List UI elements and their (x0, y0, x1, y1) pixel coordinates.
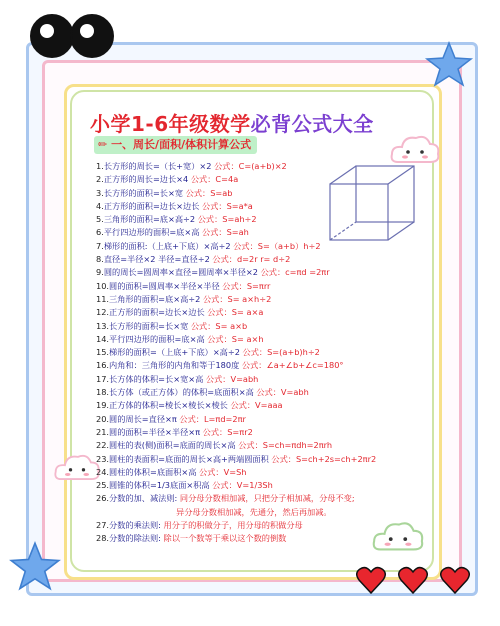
list-item: 19.正方体的体积=棱长×棱长×棱长 公式：V=aaa (96, 400, 283, 411)
list-item: 5.三角形的面积=底×高÷2 公式：S=ah÷2 (96, 214, 257, 225)
star-icon (424, 40, 474, 90)
heart-icon (398, 566, 428, 594)
cloud-icon (52, 448, 102, 488)
list-item: 8.直径=半径×2 半径=直径÷2 公式：d=2r r= d÷2 (96, 254, 291, 265)
list-item: 23.圆柱的表面积=底面的周长×高+两端圆面积 公式：S=ch+2s=ch+2πr2 (96, 453, 377, 464)
list-item: 16.内角和：三角形的内角和等于180度 公式：∠a+∠b+∠c=180° (96, 360, 344, 371)
list-item: 26.分数的加、减法则: 同分母分数相加减，只把分子相加减，分母不变; (96, 493, 355, 504)
list-item: 3.长方形的面积=长×宽 公式：S=ab (96, 187, 233, 198)
list-item: 25.圆锥的体积=1/3底面×积高 公式：V=1/3Sh (96, 480, 273, 491)
list-item: 11.三角形的面积=底×高÷2 公式：S= a×h÷2 (96, 293, 272, 304)
list-item: 21.圆的面积=半径×半径×π 公式：S=πr2 (96, 426, 253, 437)
cartoon-eye-left-icon (30, 14, 74, 58)
page-title: 小学1-6年级数学必背公式大全 (90, 112, 374, 136)
list-item: 2.正方形的周长=边长×4 公式：C=4a (96, 174, 239, 185)
list-item: 15.梯形的面积=（上底+下底）×高÷2 公式：S=(a+b)h÷2 (96, 347, 320, 358)
list-item: 6.平行四边形的面积=底×高 公式：S=ah (96, 227, 249, 238)
list-item: 20.圆的周长=直径×π 公式：L=πd=2πr (96, 413, 246, 424)
heart-icon (440, 566, 470, 594)
pencil-icon: ✏ (98, 138, 108, 151)
list-item: 17.长方体的体积=长×宽×高 公式：V=abh (96, 373, 259, 384)
list-item-continuation: 异分母分数相加减，先通分，然后再加减。 (176, 506, 332, 517)
list-item: 13.长方形的面积=长×宽 公式：S= a×b (96, 320, 248, 331)
list-item: 27.分数的乘法则: 用分子的积做分子，用分母的积做分母 (96, 520, 303, 531)
list-item: 1.长方形的周长=（长+宽）×2 公式：C=(a+b)×2 (96, 161, 287, 171)
list-item: 14.平行四边形的面积=底×高 公式：S= a×h (96, 333, 264, 344)
heart-icon (356, 566, 386, 594)
cartoon-eye-right-icon (70, 14, 114, 58)
star-icon (8, 540, 62, 594)
list-item: 4.正方形的面积=边长×边长 公式：S=a*a (96, 200, 253, 211)
formula-list (96, 160, 426, 546)
section-header: ✏ 一、周长/面积/体积计算公式 (94, 136, 257, 154)
list-item: 7.梯形的面积:（上底+下底）×高÷2 公式：S=（a+b）h÷2 (96, 240, 321, 251)
list-item: 22.圆柱的表(侧)面积=底面的周长×高 公式：S=ch=πdh=2πrh (96, 440, 333, 451)
list-item: 18.长方体（或正方体）的体积=底面积×高 公式：V=abh (96, 387, 309, 398)
list-item: 12.正方形的面积=边长×边长 公式：S= a×a (96, 307, 264, 318)
list-item: 24.圆柱的体积=底面积×高 公式：V=Sh (96, 466, 247, 477)
list-item: 10.圆的面积=圆周率×半径×半径 公式：S=πrr (96, 280, 271, 291)
list-item: 9.圆的周长=圆周率×直径=圆周率×半径×2 公式：c=πd =2πr (96, 267, 330, 278)
list-item: 28.分数的除法则: 除以一个数等于乘以这个数的倒数 (96, 533, 287, 544)
